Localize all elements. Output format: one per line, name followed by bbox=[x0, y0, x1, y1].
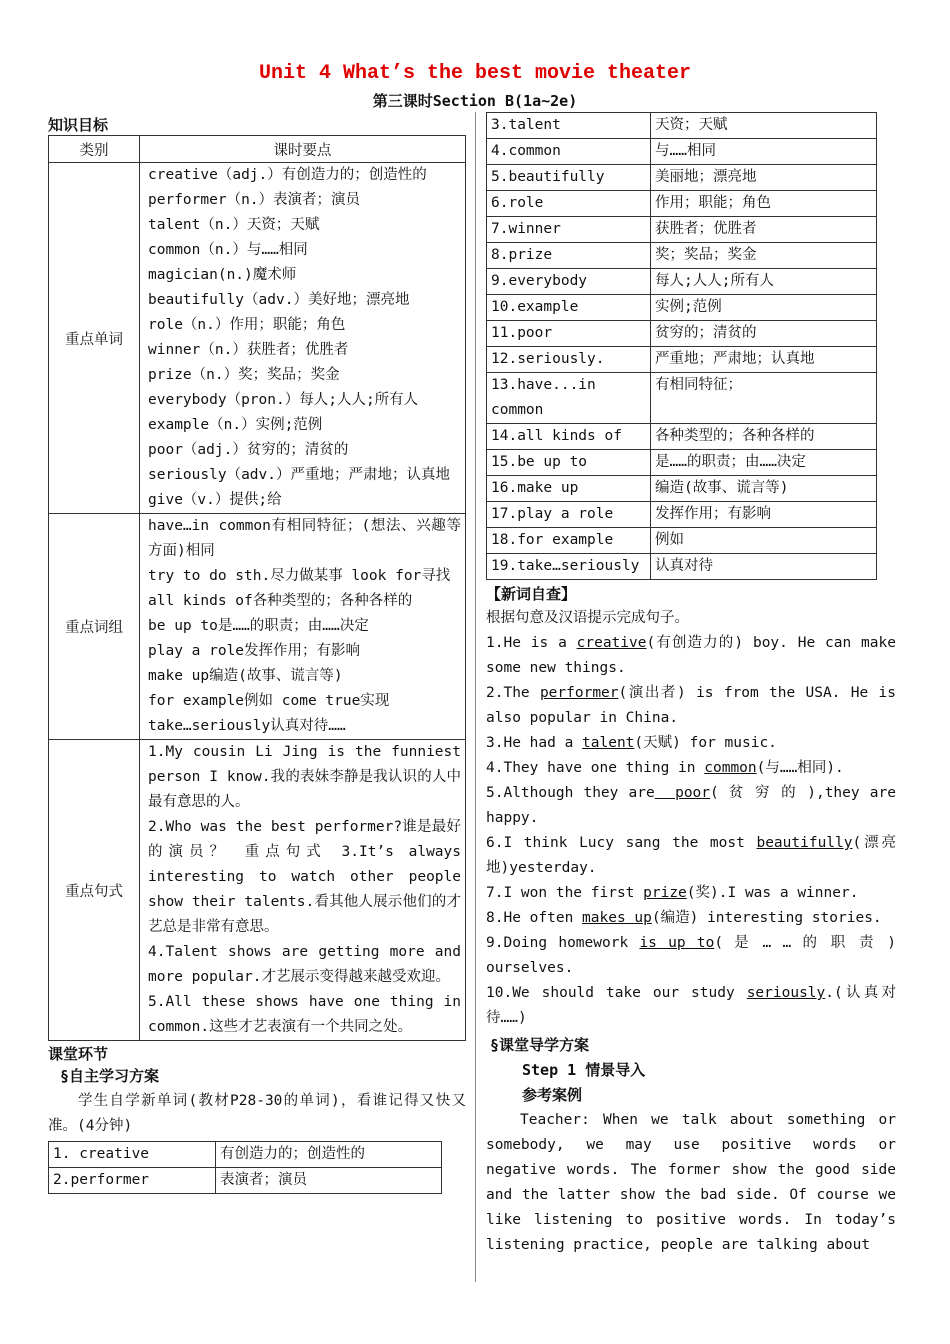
check-item-text: 3.He had a bbox=[486, 735, 583, 751]
vocab-table-left bbox=[48, 1141, 442, 1194]
check-item-text: 8.He often bbox=[486, 910, 583, 926]
point-line: common（n.）与……相同 bbox=[148, 242, 308, 258]
vocab-row bbox=[487, 528, 877, 554]
vocab-row bbox=[487, 373, 877, 424]
check-item-hint: .(认真对待……) bbox=[486, 985, 896, 1026]
left-column bbox=[48, 114, 466, 1194]
step-heading: Step 1 情景导入 bbox=[522, 1061, 646, 1079]
vocab-row bbox=[487, 450, 877, 476]
check-item-hint: (与……相同). bbox=[756, 760, 844, 776]
table-row bbox=[49, 163, 466, 514]
point-line: 5.All these shows have one thing in common.这些才艺表演有一个共同之处。 bbox=[148, 994, 461, 1035]
vocab-chinese: 表演者；演员 bbox=[216, 1168, 442, 1194]
vocab-row bbox=[487, 217, 877, 243]
check-item-text: 5.Although they are bbox=[486, 785, 655, 801]
vocab-row bbox=[487, 139, 877, 165]
point-line: everybody（pron.）每人;人人;所有人 bbox=[148, 392, 419, 408]
vocab-english: 6.role bbox=[487, 191, 651, 217]
vocab-english: 4.common bbox=[487, 139, 651, 165]
check-item bbox=[486, 881, 896, 906]
check-item-answer: beautifully bbox=[756, 835, 853, 851]
vocab-row bbox=[487, 347, 877, 373]
vocab-chinese: 是……的职责；由……决定 bbox=[651, 450, 877, 476]
vocab-row bbox=[49, 1168, 442, 1194]
vocab-chinese: 天资；天赋 bbox=[651, 113, 877, 139]
vocab-chinese: 每人;人人;所有人 bbox=[651, 269, 877, 295]
check-item bbox=[486, 631, 896, 681]
vocab-row bbox=[487, 243, 877, 269]
check-item-hint: (有创造力的) boy. He can make some new things. bbox=[486, 635, 896, 676]
check-item-hint: ( 是 … … 的 职 责 ) ourselves. bbox=[486, 935, 896, 976]
vocab-row bbox=[49, 1142, 442, 1168]
check-item-hint: (漂亮地)yesterday. bbox=[486, 835, 896, 876]
points-cell bbox=[140, 514, 466, 740]
check-item-answer: prize bbox=[643, 885, 687, 901]
check-item-text: 9.Doing homework bbox=[486, 935, 640, 951]
vocab-english: 11.poor bbox=[487, 321, 651, 347]
vocab-english: 10.example bbox=[487, 295, 651, 321]
vocab-english: 18.for example bbox=[487, 528, 651, 554]
check-item bbox=[486, 831, 896, 881]
check-item-answer: performer bbox=[539, 685, 619, 701]
vocab-english: 14.all kinds of bbox=[487, 424, 651, 450]
vocab-chinese: 有创造力的；创造性的 bbox=[216, 1142, 442, 1168]
point-line: take…seriously认真对待…… bbox=[148, 718, 346, 734]
point-line: talent（n.）天资；天赋 bbox=[148, 217, 320, 233]
vocab-chinese: 奖；奖品；奖金 bbox=[651, 243, 877, 269]
point-line: winner（n.）获胜者；优胜者 bbox=[148, 342, 349, 358]
vocab-english: 15.be up to bbox=[487, 450, 651, 476]
category-cell: 重点词组 bbox=[49, 514, 140, 740]
check-item bbox=[486, 906, 896, 931]
self-study-heading: §自主学习方案 bbox=[60, 1067, 160, 1085]
vocab-english: 13.have...in common bbox=[487, 373, 651, 424]
check-item bbox=[486, 731, 896, 756]
point-line: 4.Talent shows are getting more and more popular.才艺展示变得越来越受欢迎。 bbox=[148, 944, 461, 985]
vocab-english: 5.beautifully bbox=[487, 165, 651, 191]
vocab-chinese: 贫穷的；清贫的 bbox=[651, 321, 877, 347]
point-line: have…in common有相同特征；(想法、兴趣等方面)相同 bbox=[148, 518, 461, 559]
check-item-answer: is up to bbox=[639, 935, 715, 951]
vocab-english: 17.play a role bbox=[487, 502, 651, 528]
point-line: seriously（adv.）严重地；严肃地；认真地 bbox=[148, 467, 450, 483]
point-line: prize（n.）奖；奖品；奖金 bbox=[148, 367, 340, 383]
knowledge-table-body bbox=[49, 163, 466, 1041]
vocab-english: 7.winner bbox=[487, 217, 651, 243]
col-type-header: 类别 bbox=[49, 136, 140, 163]
vocab-english: 16.make up bbox=[487, 476, 651, 502]
point-line: play a role发挥作用；有影响 bbox=[148, 643, 361, 659]
point-line: all kinds of各种类型的；各种各样的 bbox=[148, 593, 413, 609]
point-line: be up to是……的职责；由……决定 bbox=[148, 618, 369, 634]
vocab-english: 1. creative bbox=[49, 1142, 216, 1168]
point-line: example（n.）实例;范例 bbox=[148, 417, 323, 433]
point-line: 2.Who was the best performer?谁是最好的演员？ 重点句式 3.It’s always interesting to watch other people show their talents.看其他人展示他们的才艺总是非常有意思。 bbox=[148, 819, 461, 935]
point-line: poor（adj.）贫穷的；清贫的 bbox=[148, 442, 349, 458]
vocab-chinese: 编造(故事、谎言等) bbox=[651, 476, 877, 502]
check-item bbox=[486, 981, 896, 1031]
vocab-chinese: 与……相同 bbox=[651, 139, 877, 165]
table-header-row bbox=[49, 136, 466, 163]
classroom-heading: 课堂环节 bbox=[48, 1045, 109, 1063]
vocab-chinese: 例如 bbox=[651, 528, 877, 554]
vocab-row bbox=[487, 476, 877, 502]
check-item-text: 7.I won the first bbox=[486, 885, 644, 901]
check-item-text: 6.I think Lucy sang the most bbox=[486, 835, 757, 851]
point-line: beautifully（adv.）美好地；漂亮地 bbox=[148, 292, 410, 308]
vocab-table-right bbox=[486, 112, 877, 580]
guide-heading: §课堂导学方案 bbox=[490, 1036, 590, 1054]
page-title: Unit 4 What’s the best movie theater bbox=[258, 62, 692, 85]
points-cell bbox=[140, 163, 466, 514]
check-item-answer: common bbox=[704, 760, 757, 776]
vocab-chinese: 各种类型的；各种各样的 bbox=[651, 424, 877, 450]
point-line: give（v.）提供;给 bbox=[148, 492, 282, 508]
point-line: performer（n.）表演者；演员 bbox=[148, 192, 361, 208]
check-item-hint: ( 贫 穷 的 ),they are happy. bbox=[486, 785, 896, 826]
check-item bbox=[486, 756, 896, 781]
check-item-text: 4.They have one thing in bbox=[486, 760, 705, 776]
vocab-english: 9.everybody bbox=[487, 269, 651, 295]
point-line: for example例如 come true实现 bbox=[148, 693, 390, 709]
point-line: creative（adj.）有创造力的；创造性的 bbox=[148, 167, 427, 183]
vocab-chinese: 有相同特征； bbox=[651, 373, 877, 424]
points-cell bbox=[140, 740, 466, 1041]
check-item bbox=[486, 781, 896, 831]
vocab-row bbox=[487, 321, 877, 347]
vocab-chinese: 作用；职能；角色 bbox=[651, 191, 877, 217]
vocab-english: 19.take…seriously bbox=[487, 554, 651, 580]
vocab-chinese: 美丽地；漂亮地 bbox=[651, 165, 877, 191]
vocab-row bbox=[487, 269, 877, 295]
vocab-english: 12.seriously. bbox=[487, 347, 651, 373]
vocab-chinese: 实例;范例 bbox=[651, 295, 877, 321]
vocab-chinese: 发挥作用；有影响 bbox=[651, 502, 877, 528]
table-row bbox=[49, 740, 466, 1041]
vocab-row bbox=[487, 295, 877, 321]
vocab-english: 8.prize bbox=[487, 243, 651, 269]
check-item-answer: talent bbox=[582, 735, 635, 751]
point-line: magician(n.)魔术师 bbox=[148, 267, 297, 283]
col-points-header: 课时要点 bbox=[140, 136, 466, 163]
vocab-row bbox=[487, 165, 877, 191]
point-line: make up编造(故事、谎言等) bbox=[148, 668, 343, 684]
check-instruction: 根据句意及汉语提示完成句子。 bbox=[486, 610, 689, 626]
check-item-text: 1.He is a bbox=[486, 635, 577, 651]
knowledge-heading: 知识目标 bbox=[48, 116, 109, 134]
check-item-hint: (演出者) is from the USA. He is also popular in China. bbox=[486, 685, 896, 726]
page-subtitle: 第三课时Section B(1a~2e) bbox=[372, 92, 578, 110]
check-item-answer: creative bbox=[576, 635, 647, 651]
point-line: try to do sth.尽力做某事 look for寻找 bbox=[148, 568, 451, 584]
table-row bbox=[49, 514, 466, 740]
vocab-chinese: 认真对待 bbox=[651, 554, 877, 580]
vocab-row bbox=[487, 424, 877, 450]
vocab-chinese: 严重地；严肃地；认真地 bbox=[651, 347, 877, 373]
check-list bbox=[486, 631, 896, 1031]
check-item-answer: poor bbox=[654, 785, 711, 801]
vocab-row bbox=[487, 113, 877, 139]
point-line: 1.My cousin Li Jing is the funniest person I know.我的表妹李静是我认识的人中最有意思的人。 bbox=[148, 744, 461, 810]
vocab-english: 2.performer bbox=[49, 1168, 216, 1194]
vocab-row bbox=[487, 554, 877, 580]
check-heading: 【新词自查】 bbox=[486, 585, 577, 603]
vocab-english: 3.talent bbox=[487, 113, 651, 139]
point-line: role（n.）作用；职能；角色 bbox=[148, 317, 346, 333]
knowledge-table bbox=[48, 135, 466, 1041]
vocab-chinese: 获胜者；优胜者 bbox=[651, 217, 877, 243]
check-item-answer: seriously bbox=[746, 985, 826, 1001]
guide-paragraph: Teacher: When we talk about something or somebody, we may use positive words or negative words. The former show the good side and the latter show the bad side. Of course we like listening to positive words. In today’s listening practice, people are talking about bbox=[486, 1112, 896, 1253]
check-item-answer: makes up bbox=[582, 910, 652, 926]
vocab-row bbox=[487, 502, 877, 528]
column-divider bbox=[475, 112, 476, 1282]
vocab-row bbox=[487, 191, 877, 217]
check-item-hint: (奖).I was a winner. bbox=[686, 885, 859, 901]
check-item-hint: (天赋) for music. bbox=[634, 735, 777, 751]
category-cell: 重点单词 bbox=[49, 163, 140, 514]
check-item bbox=[486, 931, 896, 981]
check-item bbox=[486, 681, 896, 731]
check-item-text: 2.The bbox=[486, 685, 540, 701]
right-column bbox=[486, 112, 896, 1258]
case-heading: 参考案例 bbox=[522, 1086, 583, 1104]
self-study-text: 学生自学新单词(教材P28-30的单词)，看谁记得又快又准。(4分钟) bbox=[48, 1093, 466, 1134]
check-item-text: 10.We should take our study bbox=[486, 985, 747, 1001]
category-cell: 重点句式 bbox=[49, 740, 140, 1041]
check-item-hint: (编造) interesting stories. bbox=[651, 910, 882, 926]
